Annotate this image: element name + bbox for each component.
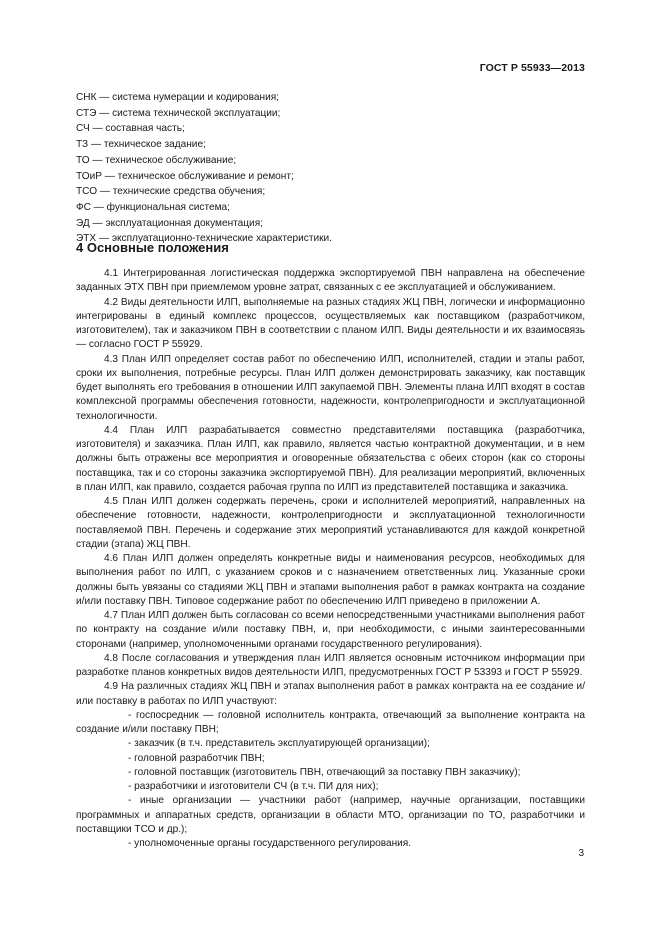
abbreviation-item: ЭТХ — эксплуатационно-технические характеристики. bbox=[76, 233, 332, 245]
paragraph-4-8: 4.8 После согласования и утверждения план ИЛП является основным источником информации при разработке планов конкретных видов деятельности ИЛП, предусмотренных ГОСТ Р 53393 и ГОСТ Р 55929. bbox=[76, 652, 585, 678]
participant-item: - уполномоченные органы государственного регулирования. bbox=[128, 838, 412, 849]
section-body bbox=[76, 267, 585, 851]
abbreviation-item: СНК — система нумерации и кодирования; bbox=[76, 92, 279, 103]
section-heading: 4 Основные положения bbox=[76, 240, 229, 255]
paragraph-4-2: 4.2 Виды деятельности ИЛП, выполняемые на разных стадиях ЖЦ ПВН, логически и информационно интегрированы в единый комплекс процессов, осуществляемых как поставщиком (разработчиком, изготовителем), так и заказчиком ПВН в соответствии с планом ИЛП. Виды деятельности и их взаимосвязь — согласно ГОСТ Р 55929. bbox=[76, 296, 585, 351]
paragraph-4-4: 4.4 План ИЛП разрабатывается совместно представителями поставщика (разработчика, изготовителя) и заказчика. План ИЛП, как правило, является частью контрактной документации, и в нем должны быть отражены все мероприятия и оговоренные обязательства с обеих сторон (как со стороны поставщика, так и со стороны заказчика экспортируемой ПВН). Для реализации мероприятий, включенных в план ИЛП, как правило, создается рабочая группа по ИЛП из представителей поставщика и заказчика. bbox=[76, 424, 585, 493]
participant-item: - головной поставщик (изготовитель ПВН, отвечающий за поставку ПВН заказчику); bbox=[128, 766, 521, 778]
abbreviation-item: ТСО — технические средства обучения; bbox=[76, 186, 266, 198]
participant-item: - головной разработчик ПВН; bbox=[128, 752, 265, 764]
paragraph-4-3: 4.3 План ИЛП определяет состав работ по обеспечению ИЛП, исполнителей, стадии и этапы работ, сроки их выполнения, потребные ресурсы. План ИЛП должен демонстрировать заказчику, как поставщик будет выполнять его требования в отношении ИЛП закупаемой ПВН. Элементы плана ИЛП входят в состав комплексной программы обеспечения готовности, надежности, контролепригодности и эксплуатационной технологичности. bbox=[76, 353, 585, 422]
abbreviation-item: СТЭ — система технической эксплуатации; bbox=[76, 107, 281, 119]
page-number: 3 bbox=[578, 848, 584, 859]
paragraph-4-1: 4.1 Интегрированная логистическая поддержка экспортируемой ПВН направлена на обеспечение заданных ЭТХ ПВН при приемлемом уровне затрат, связанных с ее эксплуатацией и обслуживанием. bbox=[76, 268, 585, 294]
document-id-header: ГОСТ Р 55933—2013 bbox=[479, 62, 585, 74]
participant-item: - заказчик (в т.ч. представитель эксплуатирующей организации); bbox=[128, 738, 430, 750]
abbreviation-item: ТЗ — техническое задание; bbox=[76, 139, 206, 151]
paragraph-4-5: 4.5 План ИЛП должен содержать перечень, сроки и исполнителей мероприятий, направленных на обеспечение готовности, надежности, контролепригодности и эксплуатационной технологичности поставляемой ПВН. Перечень и содержание этих мероприятий устанавливаются для каждой конкретной стадии (этапа) ЖЦ ПВН. bbox=[76, 496, 585, 550]
abbreviation-item: ЭД — эксплуатационная документация; bbox=[76, 217, 263, 229]
abbreviation-item: ТОиР — техническое обслуживание и ремонт; bbox=[76, 170, 294, 182]
abbreviation-item: СЧ — составная часть; bbox=[76, 123, 185, 135]
participant-item: - госпосредник — головной исполнитель контракта, отвечающий за выполнение контракта на создание и/или поставку ПВН; bbox=[76, 709, 585, 735]
abbreviation-item: ТО — техническое обслуживание; bbox=[76, 154, 237, 166]
abbreviation-item: ФС — функциональная система; bbox=[76, 201, 230, 213]
paragraph-4-9: 4.9 На различных стадиях ЖЦ ПВН и этапах выполнения работ в рамках контракта на ее создание и/или поставку в работах по ИЛП участвуют: bbox=[76, 681, 585, 707]
participant-item: - разработчики и изготовители СЧ (в т.ч. ПИ для них); bbox=[128, 781, 379, 792]
abbreviations-list bbox=[76, 90, 591, 247]
paragraph-4-7: 4.7 План ИЛП должен быть согласован со всеми непосредственными участниками выполнения работ по контракту на создание и/или поставку ПВН, и, при необходимости, с иными заинтересованными сторонами (например, уполномоченными органами государственного регулирования). bbox=[76, 610, 585, 650]
paragraph-4-6: 4.6 План ИЛП должен определять конкретные виды и наименования ресурсов, необходимых для выполнения работ по ИЛП, с указанием сроков и с назначением ответственных лиц. Указанные сроки должны быть увязаны со стадиями ЖЦ ПВН и этапами выполнения работ в рамках контракта на создание и/или поставку ПВН. Типовое содержание работ по обеспечению ИЛП приведено в приложении А. bbox=[76, 553, 585, 607]
participant-item: - иные организации — участники работ (например, научные организации, поставщики программных и аппаратных средств, организации в области МТО, организации по ТО, разработчики и поставщики ТСО и др.); bbox=[76, 795, 585, 835]
